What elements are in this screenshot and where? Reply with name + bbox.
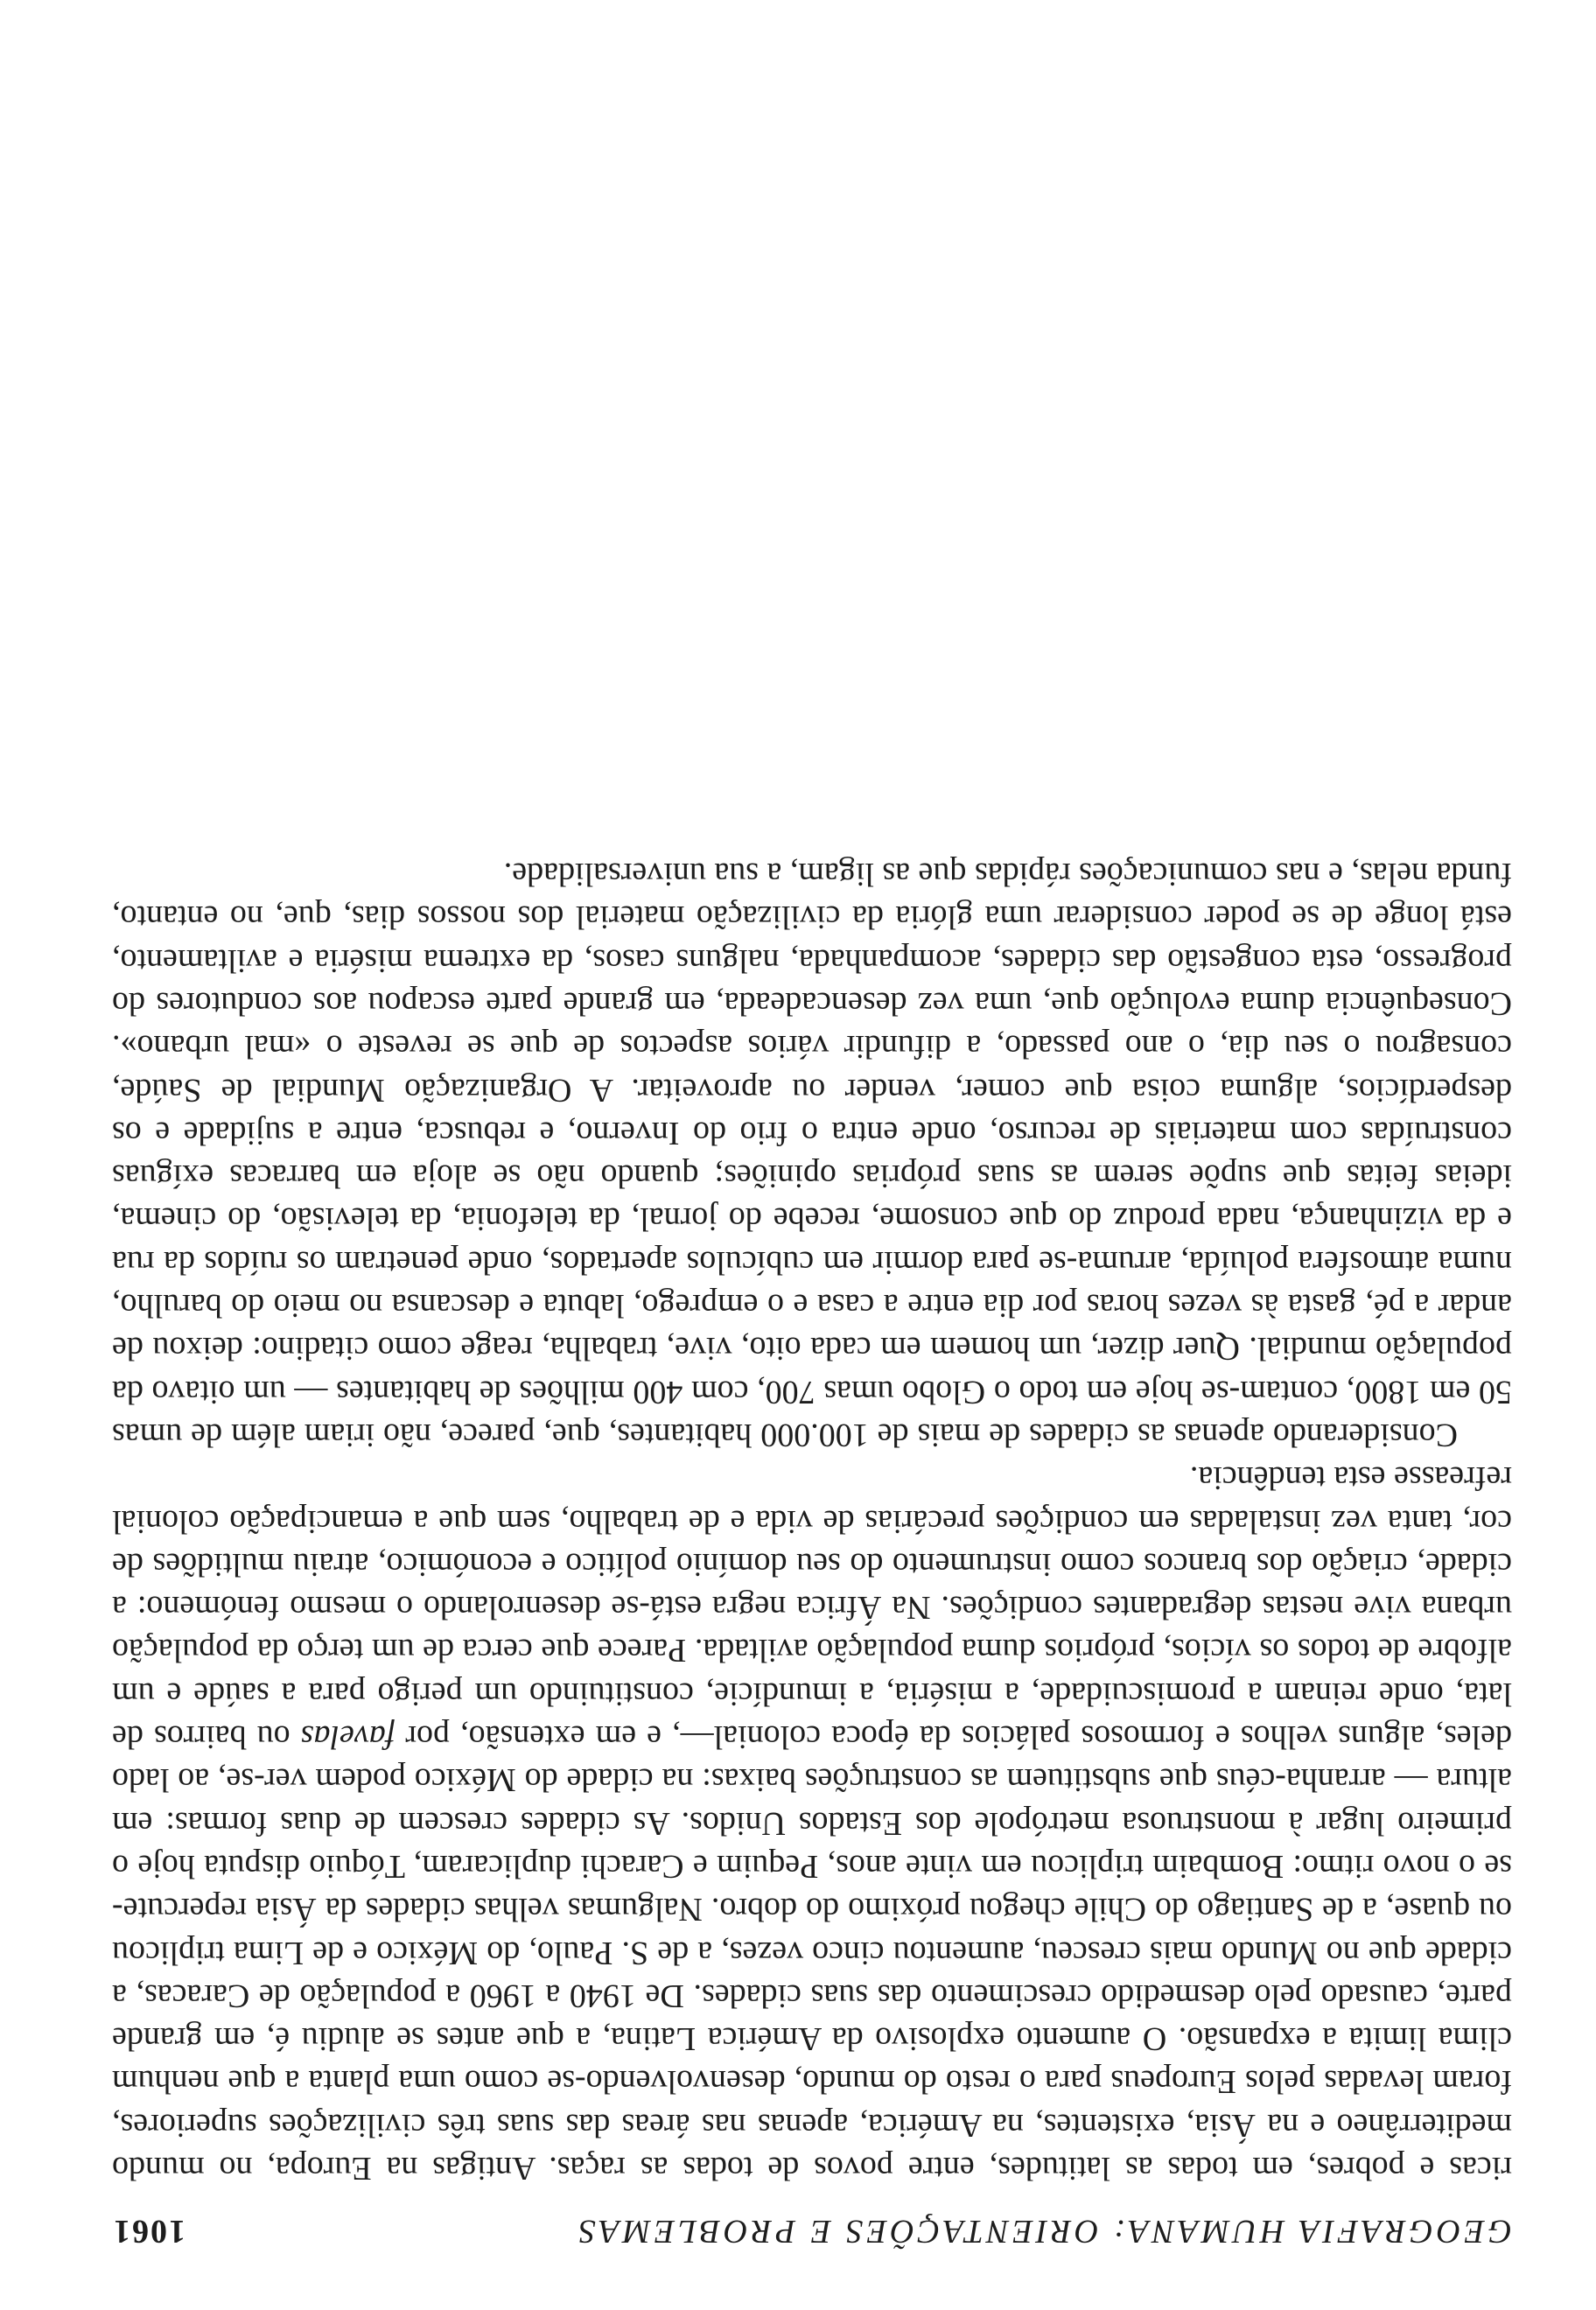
paragraph-text: ricas e pobres, em todas as latitudes, entre povos de todas as raças. Antigas na Europa, no mundo mediterrâneo e na Ásia, existentes, na América, apenas nas áreas das suas três civilizações superiores, foram levadas pelos Europeus para o resto do mundo, desenvolvendo-se como uma planta a que nenhum clima limita a expansão. O aumento explosivo da América Latina, a que antes se aludiu é, em grande parte, causado pelo desmedido crescimento das suas cidades. De 1940 a 1960 a população de Caracas, a cidade que no Mundo mais cresceu, aumentou cinco vezes, a de S. Paulo, do México e de Lima triplicou ou quase, a de Santiago do Chile chegou próximo do dobro. Nalgumas velhas cidades da Ásia repercute-se o novo ritmo: Bombaim triplicou em vinte anos, Pequim e Carachi duplicaram, Tóquio disputa hoje o primeiro lugar à monstruosa metrópole dos Estados Unidos. As cidades crescem de duas formas: em altura — arranha-céus que substituem as construções baixas: na cidade do México podem ver-se, ao lado deles, alguns velhos e formosos palácios da época colonial—, e em extensão, por [112,1718,1512,2187]
page-number: 1061 [112,2213,186,2250]
paragraph-cities-growth [112,1456,1512,2189]
running-head [112,2212,1512,2250]
paragraph-text: ou bairros de lata, onde reinam a promiscuidade, a miséria, a imundície, constituindo um perigo para a saúde e um alfobre de todos os vícios, próprios duma população aviltada. Parece que cerca de um terço da população urbana vive nestas degradantes condições. Na África negra está-se desenrolando o mesmo fenómeno: a cidade, criação dos brancos como instrumento do seu domínio político e económico, atraiu multidões de cor, tanta vez instaladas em condições precárias de vida e de trabalho, sem que a emancipação colonial refreasse esta tendência. [112,1460,1512,1756]
emphasized-term: favelas [300,1718,396,1756]
body-text [112,852,1512,2189]
running-head-title: GEOGRAFIA HUMANA: ORIENTAÇÕES E PROBLEMAS [575,2213,1512,2250]
paragraph-urban-life: Considerando apenas as cidades de mais de 100.000 habitantes, que, parece, não iriam além de umas 50 em 1800, contam-se hoje em todo o Globo umas 700, com 400 milhões de habitantes — um oitavo da população mundial. Quer dizer, um homem em cada oito, vive, trabalha, reage como citadino: deixou de andar a pé, gasta às vezes horas por dia entre a casa e o emprego, labuta e descansa no meio do barulho, numa atmosfera poluída, arruma-se para dormir em cubículos apertados, onde penetram os ruídos da rua e da vizinhança, nada produz do que consome, recebe do jornal, da telefonia, da televisão, do cinema, ideias feitas que supõe serem as suas próprias opiniões; quando não se aloja em barracas exíguas construídas com materiais de recurso, onde entra o frio do Inverno, e rebusca, entre a sujidade e os desperdícios, alguma coisa que comer, vender ou aproveitar. A Organização Mundial de Saúde, consagrou o seu dia, o ano passado, a difundir vários aspectos de que se reveste o «mal urbano». Consequência duma evolução que, uma vez desencadeada, em grande parte escapou aos condutores do progresso, esta congestão das cidades, acompanhada, nalguns casos, da extrema miséria e aviltamento, está longe de se poder considerar uma glória da civilização material dos nossos dias, que, no entanto, funda nelas, e nas comunicações rápidas que as ligam, a sua universalidade. [112,856,1512,1453]
